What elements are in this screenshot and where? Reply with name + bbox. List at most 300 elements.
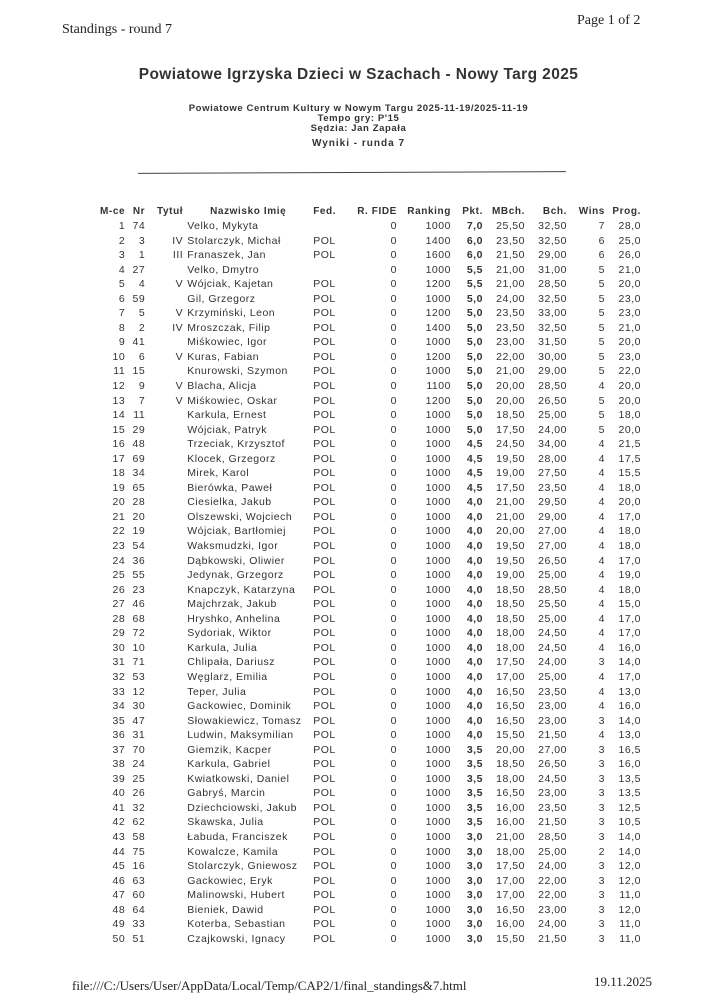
cell-name: Chlipała, Dariusz bbox=[187, 656, 276, 669]
cell-number: 25 bbox=[132, 772, 146, 785]
table-row bbox=[100, 903, 641, 918]
table-row bbox=[100, 626, 641, 641]
cell-progressive: 17,0 bbox=[618, 510, 641, 523]
cell-federation: POL bbox=[313, 278, 336, 291]
cell-title bbox=[145, 815, 187, 830]
cell-ranking: 1400 bbox=[425, 321, 451, 334]
cell-title bbox=[145, 408, 187, 423]
cell-wins: 3 bbox=[598, 889, 605, 902]
cell-progressive: 21,0 bbox=[618, 263, 641, 276]
venue-dates: Powiatowe Centrum Kultury w Nowym Targu 2025-11-19/2025-11-19 bbox=[188, 103, 529, 114]
cell-median-buchholz: 23,50 bbox=[496, 321, 525, 334]
table-row bbox=[100, 917, 641, 932]
cell-median-buchholz: 19,50 bbox=[496, 540, 525, 553]
cell-wins: 3 bbox=[598, 918, 605, 931]
cell-number: 68 bbox=[132, 612, 146, 625]
cell-place: 8 bbox=[118, 321, 126, 334]
cell-ranking: 1000 bbox=[425, 743, 451, 756]
cell-federation: POL bbox=[313, 249, 336, 262]
cell-number: 69 bbox=[132, 452, 146, 465]
cell-place: 24 bbox=[112, 554, 126, 567]
cell-wins: 4 bbox=[598, 554, 605, 567]
cell-median-buchholz: 24,00 bbox=[496, 292, 525, 305]
cell-buchholz: 24,00 bbox=[538, 423, 567, 436]
cell-fide-rating: 0 bbox=[390, 321, 397, 334]
table-row bbox=[100, 714, 641, 729]
cell-progressive: 17,0 bbox=[618, 554, 641, 567]
standings-table bbox=[100, 203, 641, 946]
cell-buchholz: 23,50 bbox=[538, 481, 567, 494]
cell-title bbox=[145, 801, 187, 816]
cell-title bbox=[145, 888, 187, 903]
cell-fide-rating: 0 bbox=[390, 932, 397, 945]
cell-wins: 5 bbox=[598, 292, 605, 305]
cell-number: 71 bbox=[132, 656, 146, 669]
cell-median-buchholz: 16,00 bbox=[496, 918, 525, 931]
table-row bbox=[100, 408, 641, 423]
cell-name: Sydoriak, Wiktor bbox=[187, 627, 272, 640]
cell-place: 48 bbox=[112, 903, 126, 916]
standings-body bbox=[100, 219, 641, 946]
table-row bbox=[100, 583, 641, 598]
cell-name: Knurowski, Szymon bbox=[187, 365, 288, 378]
cell-wins: 4 bbox=[598, 540, 605, 553]
col-place: M-ce bbox=[100, 205, 126, 217]
cell-median-buchholz: 23,00 bbox=[496, 336, 525, 349]
cell-title bbox=[145, 510, 187, 525]
cell-number: 16 bbox=[132, 860, 146, 873]
cell-progressive: 17,0 bbox=[618, 627, 641, 640]
cell-fide-rating: 0 bbox=[390, 714, 397, 727]
cell-buchholz: 23,00 bbox=[538, 714, 567, 727]
cell-fide-rating: 0 bbox=[390, 496, 397, 509]
cell-title bbox=[145, 903, 187, 918]
cell-fide-rating: 0 bbox=[390, 903, 397, 916]
cell-ranking: 1000 bbox=[425, 598, 451, 611]
cell-name: Waksmudzki, Igor bbox=[187, 540, 279, 553]
cell-median-buchholz: 18,00 bbox=[496, 641, 525, 654]
cell-median-buchholz: 20,00 bbox=[496, 743, 525, 756]
cell-federation: POL bbox=[313, 554, 336, 567]
cell-median-buchholz: 18,00 bbox=[496, 845, 525, 858]
cell-ranking: 1000 bbox=[425, 714, 451, 727]
cell-place: 29 bbox=[112, 627, 126, 640]
cell-place: 20 bbox=[112, 496, 126, 509]
cell-title bbox=[145, 932, 187, 947]
cell-title bbox=[145, 655, 187, 670]
table-row bbox=[100, 728, 641, 743]
table-row bbox=[100, 292, 641, 307]
cell-points: 3,0 bbox=[466, 845, 483, 858]
table-row bbox=[100, 568, 641, 583]
cell-fide-rating: 0 bbox=[390, 380, 397, 393]
cell-name: Velko, Dmytro bbox=[187, 263, 260, 276]
cell-points: 4,0 bbox=[466, 583, 483, 596]
cell-ranking: 1000 bbox=[425, 729, 451, 742]
cell-ranking: 1000 bbox=[425, 423, 451, 436]
cell-number: 31 bbox=[132, 729, 146, 742]
cell-buchholz: 28,50 bbox=[538, 380, 567, 393]
cell-wins: 5 bbox=[598, 278, 605, 291]
cell-median-buchholz: 18,00 bbox=[496, 772, 525, 785]
cell-buchholz: 25,50 bbox=[538, 598, 567, 611]
cell-ranking: 1000 bbox=[425, 481, 451, 494]
table-row bbox=[100, 888, 641, 903]
cell-progressive: 13,5 bbox=[618, 787, 641, 800]
cell-buchholz: 22,00 bbox=[538, 889, 567, 902]
cell-fide-rating: 0 bbox=[390, 365, 397, 378]
cell-points: 3,0 bbox=[466, 903, 483, 916]
cell-wins: 5 bbox=[598, 321, 605, 334]
cell-number: 26 bbox=[132, 787, 146, 800]
cell-name: Franaszek, Jan bbox=[187, 249, 266, 262]
cell-number: 70 bbox=[132, 743, 146, 756]
cell-wins: 4 bbox=[598, 700, 605, 713]
cell-place: 42 bbox=[112, 816, 126, 829]
cell-number: 6 bbox=[138, 350, 146, 363]
cell-title bbox=[145, 364, 187, 379]
cell-points: 4,0 bbox=[466, 612, 483, 625]
cell-name: Mirek, Karol bbox=[187, 467, 250, 480]
cell-median-buchholz: 15,50 bbox=[496, 729, 525, 742]
cell-median-buchholz: 23,50 bbox=[496, 307, 525, 320]
cell-wins: 7 bbox=[598, 220, 605, 232]
cell-points: 3,5 bbox=[466, 801, 483, 814]
cell-name: Knapczyk, Katarzyna bbox=[187, 583, 296, 596]
cell-ranking: 1000 bbox=[425, 292, 451, 305]
cell-title bbox=[145, 481, 187, 496]
cell-median-buchholz: 18,50 bbox=[496, 583, 525, 596]
cell-progressive: 21,0 bbox=[618, 321, 641, 334]
cell-median-buchholz: 21,00 bbox=[496, 263, 525, 276]
cell-ranking: 1000 bbox=[425, 438, 451, 451]
cell-ranking: 1000 bbox=[425, 758, 451, 771]
cell-fide-rating: 0 bbox=[390, 845, 397, 858]
cell-points: 4,0 bbox=[466, 714, 483, 727]
cell-progressive: 15,5 bbox=[618, 467, 641, 480]
cell-buchholz: 24,00 bbox=[538, 918, 567, 931]
cell-number: 28 bbox=[132, 496, 146, 509]
cell-progressive: 13,0 bbox=[618, 685, 641, 698]
cell-federation: POL bbox=[313, 801, 336, 814]
cell-progressive: 18,0 bbox=[618, 540, 641, 553]
cell-place: 3 bbox=[118, 249, 126, 262]
cell-progressive: 22,0 bbox=[618, 365, 641, 378]
cell-federation: POL bbox=[313, 918, 336, 931]
cell-place: 4 bbox=[118, 263, 126, 276]
cell-wins: 4 bbox=[598, 583, 605, 596]
cell-title: IV bbox=[172, 321, 184, 334]
cell-progressive: 11,0 bbox=[619, 918, 641, 931]
cell-ranking: 1000 bbox=[425, 452, 451, 465]
cell-ranking: 1000 bbox=[425, 889, 451, 902]
cell-ranking: 1000 bbox=[425, 627, 451, 640]
cell-median-buchholz: 21,50 bbox=[496, 249, 525, 262]
cell-progressive: 13,0 bbox=[618, 729, 641, 742]
cell-title bbox=[145, 743, 187, 758]
table-row bbox=[100, 524, 641, 539]
cell-fide-rating: 0 bbox=[390, 743, 397, 756]
cell-place: 16 bbox=[112, 438, 126, 451]
cell-federation: POL bbox=[313, 467, 336, 480]
cell-points: 3,0 bbox=[466, 860, 483, 873]
cell-progressive: 28,0 bbox=[618, 220, 641, 232]
cell-ranking: 1200 bbox=[425, 350, 451, 363]
cell-wins: 4 bbox=[598, 380, 605, 393]
cell-ranking: 1000 bbox=[425, 496, 451, 509]
cell-ranking: 1000 bbox=[425, 569, 451, 582]
cell-median-buchholz: 16,50 bbox=[496, 903, 525, 916]
cell-ranking: 1000 bbox=[425, 830, 451, 843]
cell-place: 18 bbox=[112, 467, 126, 480]
cell-median-buchholz: 16,50 bbox=[496, 700, 525, 713]
cell-federation: POL bbox=[313, 627, 336, 640]
cell-name: Stolarczyk, Gniewosz bbox=[187, 860, 298, 873]
cell-ranking: 1000 bbox=[425, 932, 451, 945]
cell-title: V bbox=[175, 278, 184, 291]
cell-progressive: 18,0 bbox=[618, 525, 641, 538]
cell-wins: 3 bbox=[598, 903, 605, 916]
cell-federation: POL bbox=[313, 510, 336, 523]
cell-points: 6,0 bbox=[466, 249, 483, 262]
cell-federation: POL bbox=[313, 874, 336, 887]
cell-federation: POL bbox=[313, 670, 336, 683]
cell-name: Malinowski, Hubert bbox=[187, 889, 285, 902]
cell-number: 27 bbox=[132, 263, 146, 276]
cell-federation: POL bbox=[313, 481, 336, 494]
cell-place: 19 bbox=[112, 481, 126, 494]
cell-federation: POL bbox=[313, 641, 336, 654]
col-buchholz: Bch. bbox=[542, 205, 567, 217]
cell-name: Velko, Mykyta bbox=[187, 220, 259, 232]
cell-progressive: 18,0 bbox=[618, 409, 641, 422]
cell-wins: 4 bbox=[598, 481, 605, 494]
cell-number: 47 bbox=[132, 714, 146, 727]
table-row bbox=[100, 350, 641, 365]
cell-progressive: 20,0 bbox=[618, 496, 641, 509]
cell-federation: POL bbox=[313, 583, 336, 596]
cell-progressive: 14,0 bbox=[618, 845, 641, 858]
cell-median-buchholz: 21,00 bbox=[496, 278, 525, 291]
cell-name: Skawska, Julia bbox=[187, 816, 264, 829]
table-row bbox=[100, 306, 641, 321]
cell-buchholz: 26,50 bbox=[538, 394, 567, 407]
cell-buchholz: 28,00 bbox=[538, 452, 567, 465]
cell-federation: POL bbox=[313, 292, 336, 305]
table-row bbox=[100, 801, 641, 816]
cell-fide-rating: 0 bbox=[390, 612, 397, 625]
cell-place: 50 bbox=[112, 932, 126, 945]
cell-federation: POL bbox=[313, 423, 336, 436]
cell-fide-rating: 0 bbox=[390, 481, 397, 494]
cell-fide-rating: 0 bbox=[390, 772, 397, 785]
cell-name: Majchrzak, Jakub bbox=[187, 598, 277, 611]
cell-wins: 2 bbox=[598, 845, 605, 858]
cell-buchholz: 27,00 bbox=[538, 540, 567, 553]
cell-number: 59 bbox=[132, 292, 146, 305]
cell-number: 3 bbox=[138, 234, 146, 247]
cell-wins: 5 bbox=[598, 350, 605, 363]
cell-title bbox=[145, 845, 187, 860]
page-footer-date: 19.11.2025 bbox=[594, 974, 653, 989]
cell-median-buchholz: 19,00 bbox=[496, 467, 525, 480]
cell-title: V bbox=[175, 394, 184, 407]
cell-wins: 3 bbox=[598, 874, 605, 887]
cell-ranking: 1000 bbox=[425, 670, 451, 683]
cell-name: Miśkowiec, Igor bbox=[187, 336, 268, 349]
cell-fide-rating: 0 bbox=[390, 540, 397, 553]
cell-federation: POL bbox=[313, 365, 336, 378]
cell-place: 45 bbox=[112, 860, 126, 873]
cell-federation: POL bbox=[313, 307, 336, 320]
cell-points: 3,0 bbox=[466, 918, 483, 931]
cell-place: 14 bbox=[112, 409, 126, 422]
table-row bbox=[100, 685, 641, 700]
cell-name: Giemzik, Kacper bbox=[187, 743, 272, 756]
cell-federation: POL bbox=[313, 743, 336, 756]
cell-points: 6,0 bbox=[466, 234, 483, 247]
cell-buchholz: 23,00 bbox=[538, 903, 567, 916]
cell-median-buchholz: 18,00 bbox=[496, 627, 525, 640]
cell-points: 5,0 bbox=[466, 423, 483, 436]
cell-fide-rating: 0 bbox=[390, 336, 397, 349]
cell-federation: POL bbox=[313, 569, 336, 582]
cell-wins: 4 bbox=[598, 685, 605, 698]
cell-median-buchholz: 21,00 bbox=[496, 365, 525, 378]
cell-name: Wójciak, Bartłomiej bbox=[187, 525, 286, 538]
cell-fide-rating: 0 bbox=[390, 569, 397, 582]
cell-ranking: 1000 bbox=[425, 816, 451, 829]
cell-buchholz: 26,50 bbox=[538, 758, 567, 771]
cell-fide-rating: 0 bbox=[390, 685, 397, 698]
cell-title: IV bbox=[172, 234, 184, 247]
cell-points: 3,5 bbox=[466, 772, 483, 785]
cell-progressive: 23,0 bbox=[618, 350, 641, 363]
cell-place: 37 bbox=[112, 743, 126, 756]
cell-median-buchholz: 16,50 bbox=[496, 787, 525, 800]
cell-progressive: 18,0 bbox=[618, 481, 641, 494]
cell-fide-rating: 0 bbox=[390, 816, 397, 829]
cell-number: 46 bbox=[132, 598, 146, 611]
cell-fide-rating: 0 bbox=[390, 307, 397, 320]
cell-points: 4,0 bbox=[466, 540, 483, 553]
cell-name: Węglarz, Emilia bbox=[187, 670, 268, 683]
cell-title bbox=[145, 670, 187, 685]
cell-wins: 5 bbox=[598, 409, 605, 422]
cell-name: Łabuda, Franciszek bbox=[187, 830, 288, 843]
table-row bbox=[100, 321, 641, 336]
cell-progressive: 20,0 bbox=[618, 336, 641, 349]
cell-buchholz: 23,50 bbox=[538, 801, 567, 814]
cell-buchholz: 26,50 bbox=[538, 554, 567, 567]
cell-name: Wójciak, Kajetan bbox=[187, 278, 274, 291]
cell-wins: 4 bbox=[598, 467, 605, 480]
table-row bbox=[100, 495, 641, 510]
cell-number: 63 bbox=[132, 874, 146, 887]
cell-progressive: 20,0 bbox=[618, 423, 641, 436]
cell-place: 2 bbox=[118, 234, 126, 247]
table-row bbox=[100, 234, 641, 249]
cell-federation: POL bbox=[313, 787, 336, 800]
table-row bbox=[100, 772, 641, 787]
cell-fide-rating: 0 bbox=[390, 801, 397, 814]
cell-number: 74 bbox=[132, 220, 146, 232]
cell-name: Hryshko, Anhelina bbox=[187, 612, 281, 625]
cell-buchholz: 25,00 bbox=[538, 569, 567, 582]
cell-name: Karkula, Ernest bbox=[187, 409, 267, 422]
cell-number: 1 bbox=[138, 249, 146, 262]
cell-progressive: 12,0 bbox=[618, 874, 641, 887]
table-row bbox=[100, 859, 641, 874]
cell-fide-rating: 0 bbox=[390, 452, 397, 465]
cell-federation bbox=[309, 263, 357, 278]
cell-name: Kuras, Fabian bbox=[187, 350, 260, 363]
table-row bbox=[100, 248, 641, 263]
cell-federation: POL bbox=[313, 714, 336, 727]
cell-points: 3,0 bbox=[466, 874, 483, 887]
cell-buchholz: 33,00 bbox=[538, 307, 567, 320]
cell-points: 4,0 bbox=[466, 641, 483, 654]
cell-number: 2 bbox=[138, 321, 146, 334]
cell-number: 29 bbox=[132, 423, 146, 436]
cell-title bbox=[145, 539, 187, 554]
cell-wins: 4 bbox=[598, 510, 605, 523]
table-row bbox=[100, 597, 641, 612]
page-footer-url: file:///C:/Users/User/AppData/Local/Temp/CAP2/1/final_standings&7.html bbox=[72, 978, 467, 993]
cell-federation: POL bbox=[313, 452, 336, 465]
cell-median-buchholz: 19,50 bbox=[496, 554, 525, 567]
cell-number: 19 bbox=[132, 525, 146, 538]
cell-points: 3,0 bbox=[466, 889, 483, 902]
cell-title bbox=[145, 859, 187, 874]
cell-wins: 3 bbox=[598, 772, 605, 785]
cell-number: 65 bbox=[132, 481, 146, 494]
cell-number: 64 bbox=[132, 903, 146, 916]
cell-place: 15 bbox=[112, 423, 126, 436]
cell-ranking: 1000 bbox=[425, 918, 451, 931]
cell-progressive: 12,0 bbox=[618, 903, 641, 916]
cell-points: 5,0 bbox=[466, 292, 483, 305]
cell-median-buchholz: 19,00 bbox=[496, 569, 525, 582]
cell-number: 36 bbox=[132, 554, 146, 567]
cell-progressive: 16,0 bbox=[618, 758, 641, 771]
cell-federation: POL bbox=[313, 830, 336, 843]
cell-federation: POL bbox=[313, 685, 336, 698]
cell-number: 51 bbox=[132, 932, 146, 945]
cell-fide-rating: 0 bbox=[390, 510, 397, 523]
arbiter: Sędzia: Jan Zapała bbox=[310, 123, 407, 134]
cell-progressive: 13,5 bbox=[618, 772, 641, 785]
cell-federation: POL bbox=[313, 496, 336, 509]
cell-progressive: 14,0 bbox=[618, 714, 641, 727]
cell-ranking: 1000 bbox=[425, 336, 451, 349]
cell-points: 5,0 bbox=[466, 336, 483, 349]
cell-place: 23 bbox=[112, 540, 126, 553]
table-row bbox=[100, 830, 641, 845]
cell-median-buchholz: 22,00 bbox=[496, 350, 525, 363]
cell-wins: 4 bbox=[598, 670, 605, 683]
table-row bbox=[100, 815, 641, 830]
cell-federation: POL bbox=[313, 438, 336, 451]
table-row bbox=[100, 277, 641, 292]
cell-buchholz: 27,00 bbox=[538, 743, 567, 756]
cell-buchholz: 28,50 bbox=[538, 583, 567, 596]
cell-wins: 5 bbox=[598, 307, 605, 320]
cell-median-buchholz: 16,00 bbox=[496, 816, 525, 829]
cell-title bbox=[145, 699, 187, 714]
cell-wins: 6 bbox=[598, 234, 605, 247]
cell-name: Olszewski, Wojciech bbox=[187, 510, 293, 523]
